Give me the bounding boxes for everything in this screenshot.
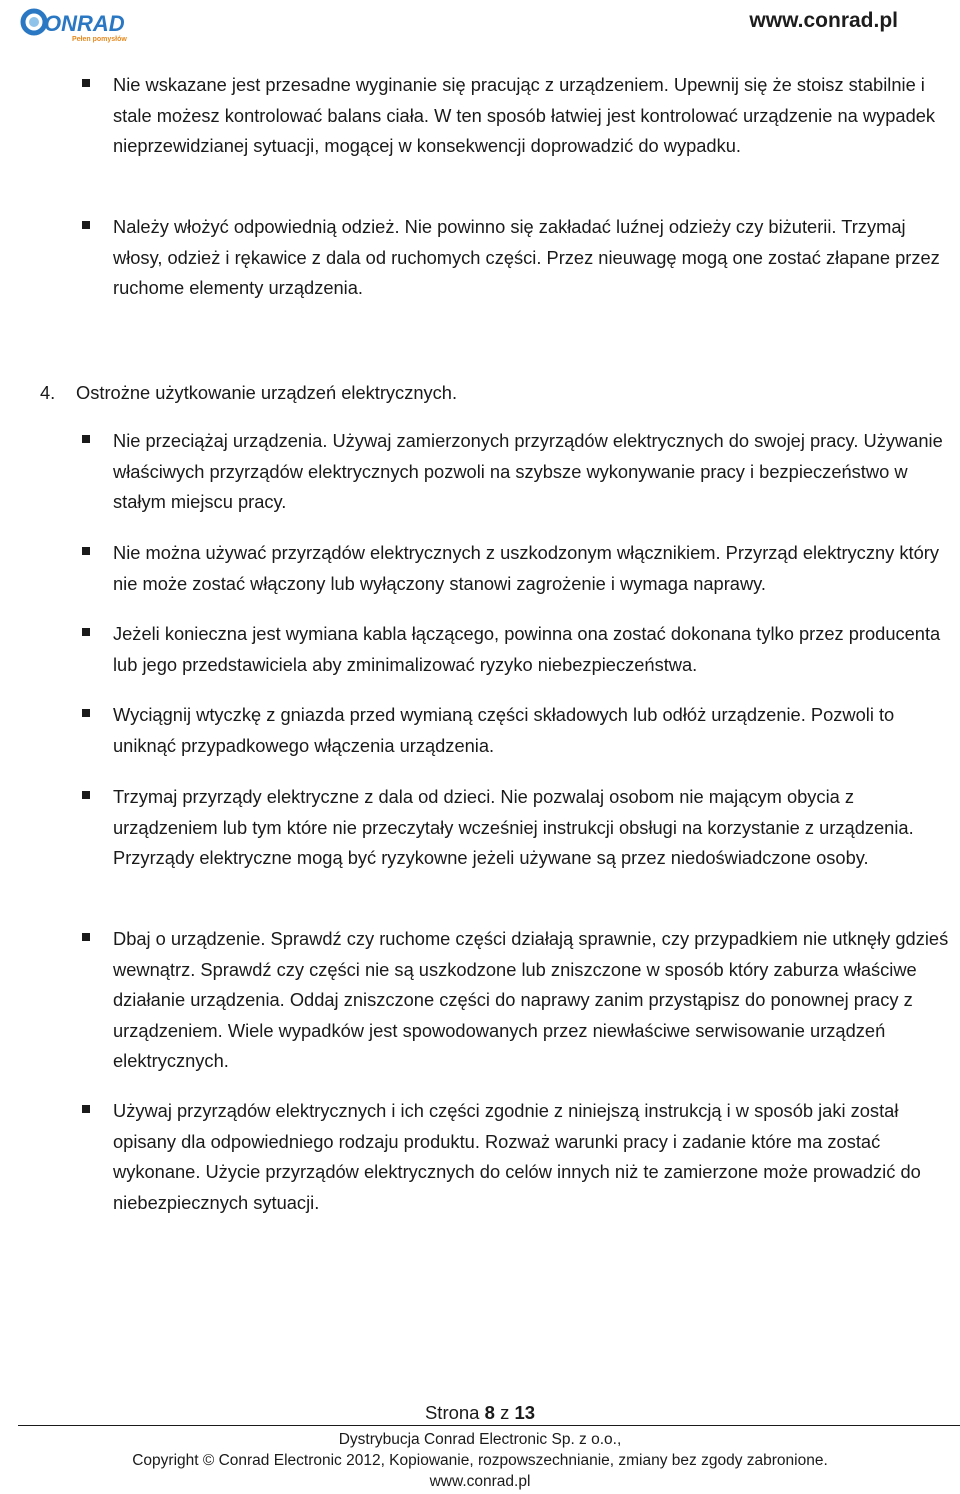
bullet-square-icon bbox=[82, 79, 90, 87]
bullet-text: Dbaj o urządzenie. Sprawdź czy ruchome części działają sprawnie, czy przypadkiem nie utknęły gdzieś wewnątrz. Sprawdź czy części nie są uszkodzone lub zniszczone w sposób który zaburza właściwe działanie urządzenia. Oddaj zniszczone części do naprawy zanim przystąpisz do ponownej pracy z urządzeniem. Wiele wypadków jest spowodowanych przez niewłaściwe serwisowanie urządzeń elektrycznych. bbox=[113, 928, 949, 1071]
list-item bbox=[78, 538, 943, 599]
section-title: Ostrożne użytkowanie urządzeń elektrycznych. bbox=[76, 382, 458, 403]
page-current: 8 bbox=[484, 1402, 495, 1423]
site-url: www.conrad.pl bbox=[749, 9, 898, 32]
bullet-text: Używaj przyrządów elektrycznych i ich części zgodnie z niniejszą instrukcją i w sposób jaki został opisany dla odpowiedniego rodzaju produktu. Rozważ warunki pracy i zadanie które ma zostać wykonane. Użycie przyrządów elektrycznych do celów innych niż te zamierzone może prowadzić do niebezpiecznych sytuacji. bbox=[113, 1100, 921, 1213]
footer-distributor: Dystrybucja Conrad Electronic Sp. z o.o., bbox=[338, 1431, 622, 1448]
page-number bbox=[0, 1402, 960, 1424]
list-item bbox=[78, 782, 943, 874]
bullet-text: Trzymaj przyrządy elektryczne z dala od dzieci. Nie pozwalaj osobom nie mającym obycia z urządzeniem lub tym które nie przeczytały wcześniej instrukcji obsługi na korzystanie z urządzenia. Przyrządy elektryczne mogą być ryzykowne jeżeli używane są przez niedoświadczone osoby. bbox=[113, 786, 914, 868]
footer-copyright: Copyright © Conrad Electronic 2012, Kopiowanie, rozpowszechnianie, zmiany bez zgody zabronione. bbox=[132, 1452, 828, 1469]
bullet-text: Nie można używać przyrządów elektrycznych z uszkodzonym włącznikiem. Przyrząd elektryczny który nie może zostać włączony lub wyłączony stanowi zagrożenie i wymaga naprawy. bbox=[113, 542, 939, 594]
page-total: 13 bbox=[514, 1402, 536, 1423]
bullet-square-icon bbox=[82, 709, 90, 717]
list-item bbox=[78, 924, 953, 1077]
logo-wordmark: ONRAD bbox=[44, 11, 125, 36]
bullet-text: Nie wskazane jest przesadne wyginanie się pracując z urządzeniem. Upewnij się że stoisz stabilnie i stale możesz kontrolować balans ciała. W ten sposób łatwiej jest kontrolować urządzenie na wypadek nieprzewidzianej sytuacji, mogącej w konsekwencji doprowadzić do wypadku. bbox=[113, 74, 936, 156]
bullet-square-icon bbox=[82, 628, 90, 636]
bullet-square-icon bbox=[82, 1105, 90, 1113]
section-number: 4. bbox=[40, 382, 56, 403]
logo-tagline: Pełen pomysłów bbox=[72, 36, 127, 43]
bullet-square-icon bbox=[82, 547, 90, 555]
list-item bbox=[78, 212, 943, 304]
list-item bbox=[78, 426, 943, 518]
list-item bbox=[78, 619, 943, 680]
bullet-square-icon bbox=[82, 933, 90, 941]
bullet-square-icon bbox=[82, 791, 90, 799]
list-item bbox=[78, 70, 943, 162]
page-of: z bbox=[500, 1402, 510, 1423]
section-heading bbox=[40, 378, 457, 408]
list-item bbox=[78, 1096, 943, 1218]
bullet-text: Nie przeciążaj urządzenia. Używaj zamierzonych przyrządów elektrycznych do swojej pracy. Używanie właściwych przyrządów elektrycznych pozwoli na szybsze wykonywanie pracy i bezpieczeństwo w stałym miejscu pracy. bbox=[113, 430, 943, 512]
bullet-text: Należy włożyć odpowiednią odzież. Nie powinno się zakładać luźnej odzieży czy biżuterii. Trzymaj włosy, odzież i rękawice z dala od ruchomych części. Przez nieuwagę mogą one zostać złapane przez ruchome elementy urządzenia. bbox=[113, 216, 940, 298]
bullet-square-icon bbox=[82, 221, 90, 229]
bullet-square-icon bbox=[82, 435, 90, 443]
bullet-text: Jeżeli konieczna jest wymiana kabla łączącego, powinna ona zostać dokonana tylko przez producenta lub jego przedstawiciela aby zminimalizować ryzyko niebezpieczeństwa. bbox=[113, 623, 941, 675]
page-footer bbox=[0, 1400, 960, 1494]
page-header bbox=[0, 0, 960, 48]
bullet-text: Wyciągnij wtyczkę z gniazda przed wymianą części składowych lub odłóż urządzenie. Pozwoli to uniknąć przypadkowego włączenia urządzenia. bbox=[113, 704, 895, 756]
footer-divider bbox=[18, 1425, 960, 1426]
list-item bbox=[78, 700, 953, 761]
footer-url: www.conrad.pl bbox=[429, 1473, 531, 1490]
conrad-logo bbox=[20, 4, 135, 44]
page-word: Strona bbox=[424, 1402, 480, 1423]
